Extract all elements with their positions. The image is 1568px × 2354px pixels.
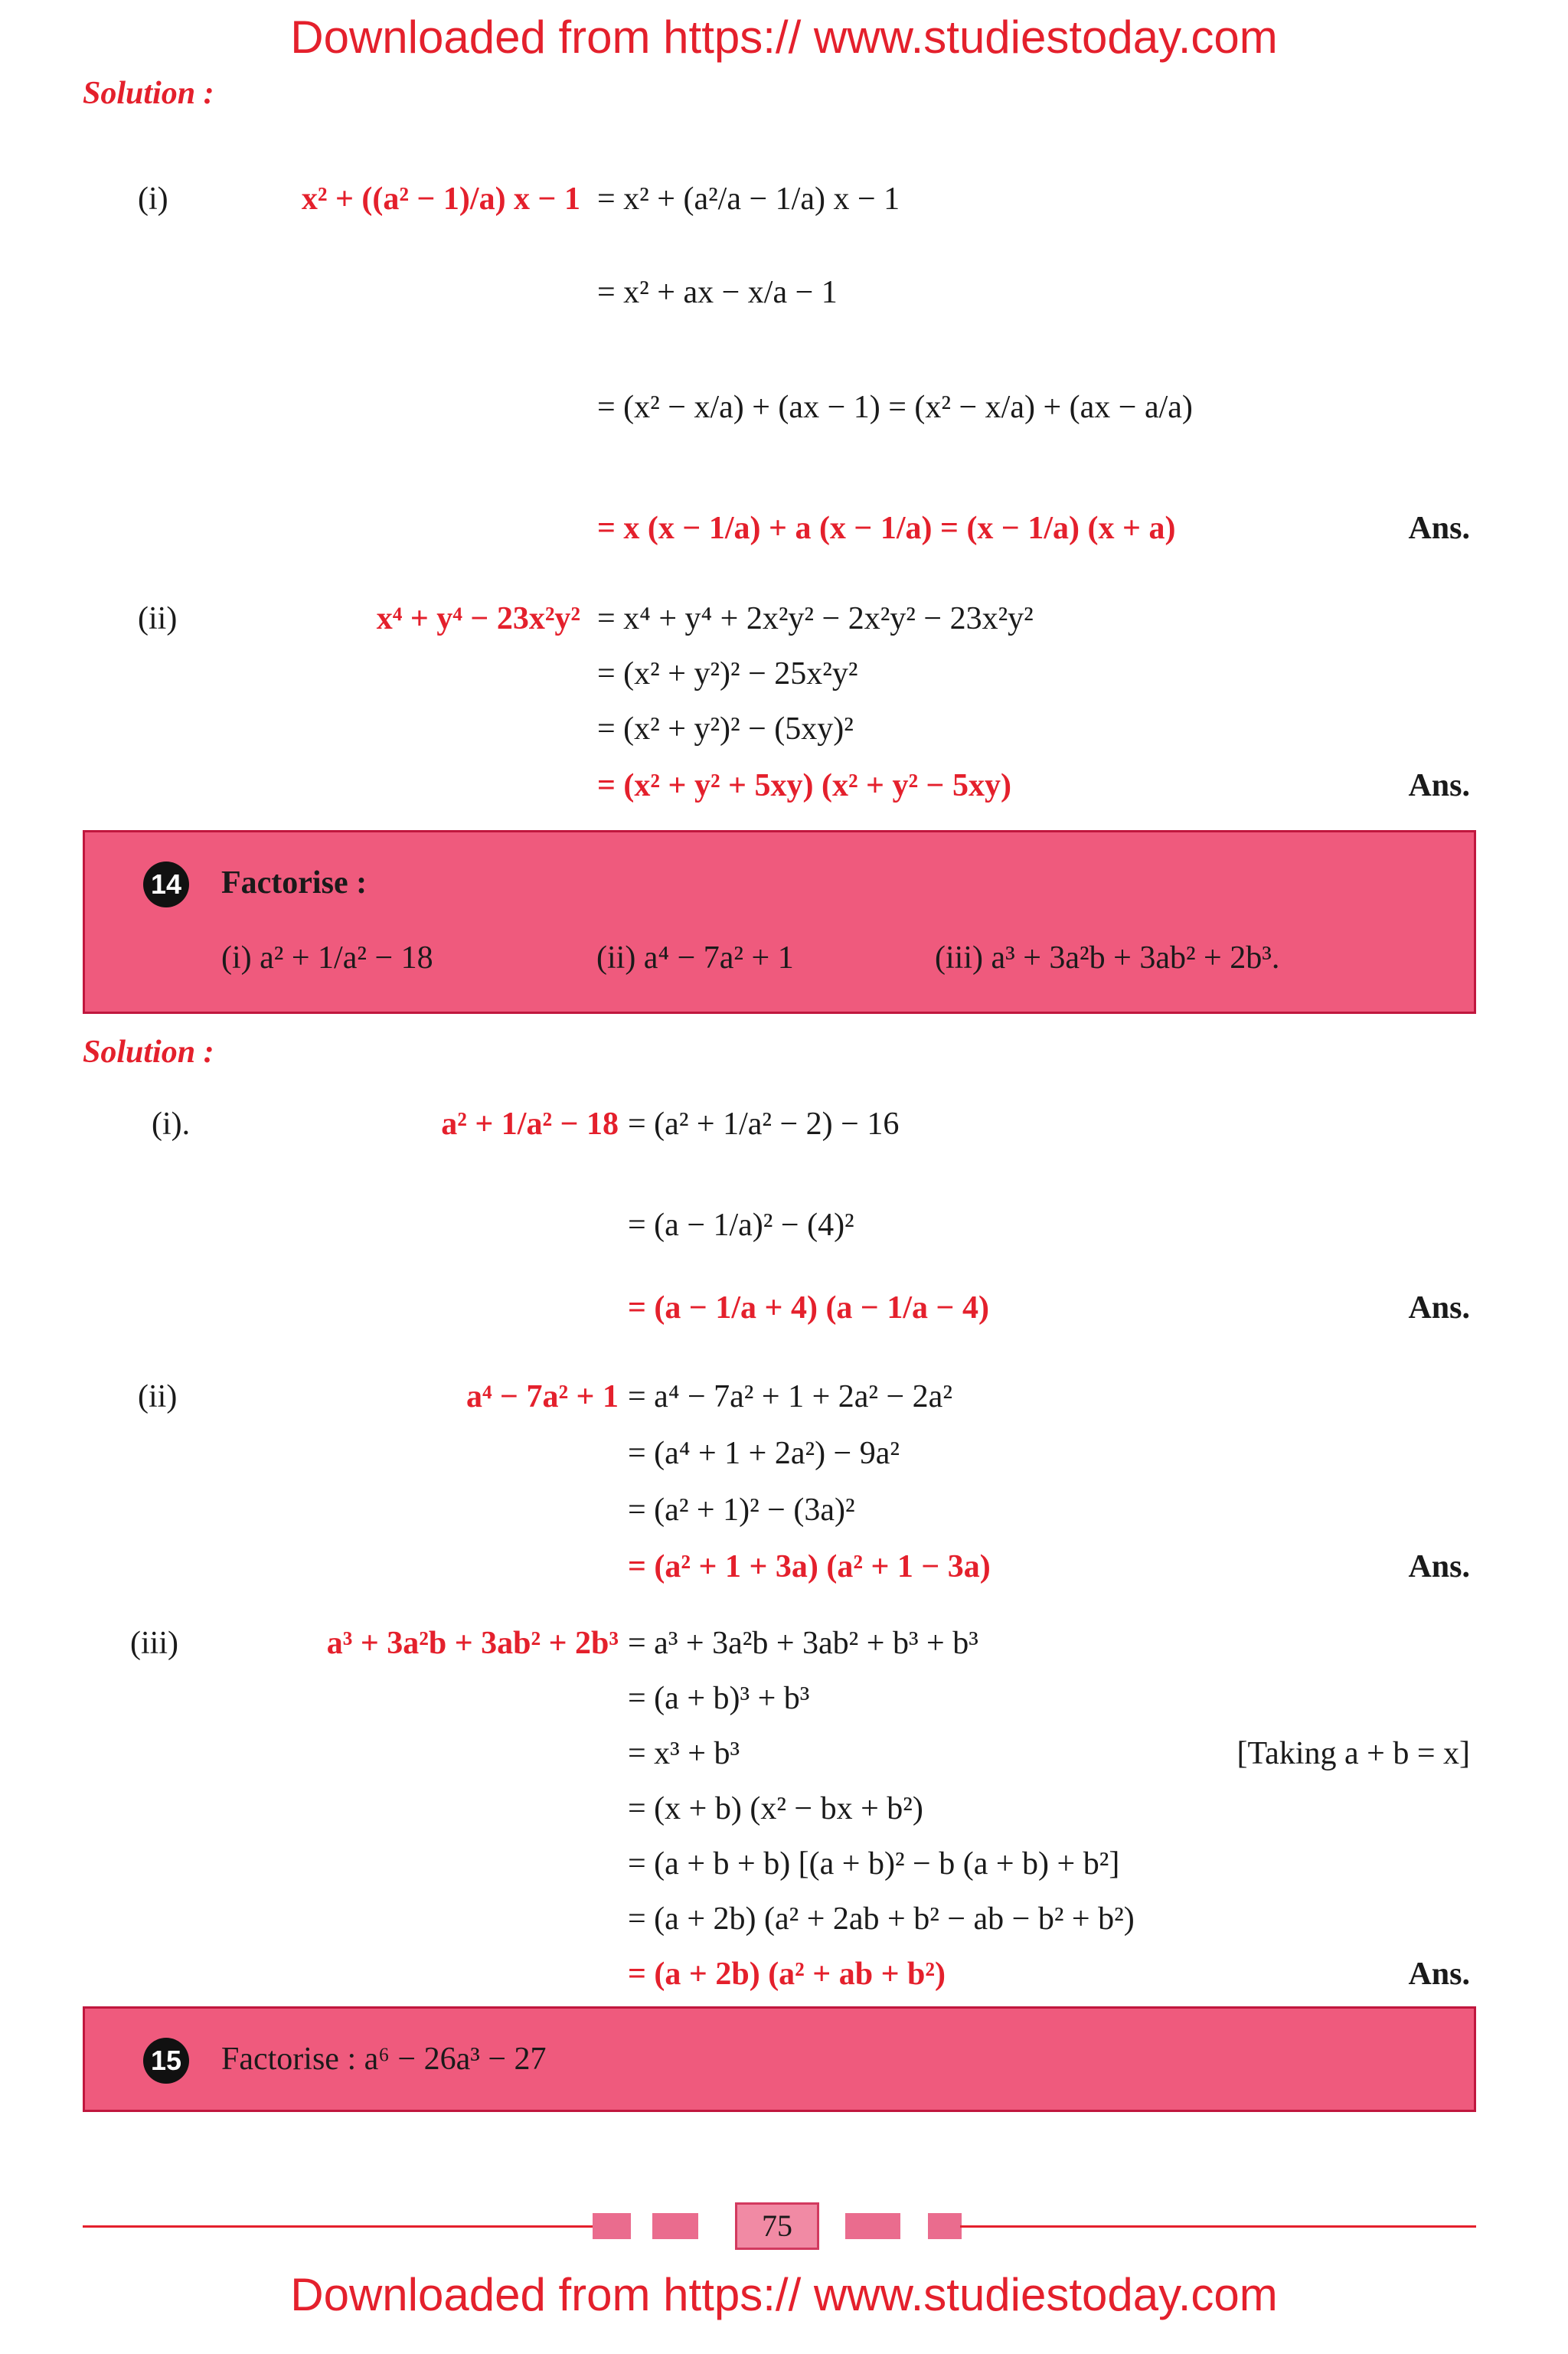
answer-marker: Ans. (1408, 768, 1470, 803)
answer-marker: Ans. (1408, 511, 1470, 546)
answer-marker: Ans. (1408, 1957, 1470, 1992)
question-number-badge: 14 (143, 861, 189, 907)
question-part: (iii) a³ + 3a²b + 3ab² + 2b³. (935, 940, 1280, 976)
footer-decor-block (845, 2213, 900, 2239)
footer-rule-right (960, 2225, 1476, 2228)
answer-marker: Ans. (1408, 1549, 1470, 1584)
solution-heading: Solution : (83, 1035, 214, 1070)
step-line: = (x² + y²)² − 25x²y² (597, 656, 858, 691)
step-line: = (a² + 1/a² − 2) − 16 (628, 1107, 900, 1142)
step-line-result: = (a + 2b) (a² + ab + b²) (628, 1957, 946, 1992)
step-line: = (x + b) (x² − bx + b²) (628, 1791, 923, 1826)
expression-lhs: a⁴ − 7a² + 1 (466, 1379, 619, 1414)
step-line: = (x² + y²)² − (5xy)² (597, 711, 854, 747)
step-line: = (a² + 1)² − (3a)² (628, 1493, 855, 1528)
step-line-result: = x (x − 1/a) + a (x − 1/a) = (x − 1/a) (x + a) (597, 511, 1176, 546)
step-line-result: = (a − 1/a + 4) (a − 1/a − 4) (628, 1290, 989, 1326)
step-line: = a³ + 3a²b + 3ab² + b³ + b³ (628, 1626, 978, 1661)
footer-decor-block (593, 2213, 631, 2239)
question-text: Factorise : a⁶ − 26a³ − 27 (221, 2042, 547, 2077)
part-label-i: (i). (152, 1107, 191, 1142)
step-line: = (x² − x/a) + (ax − 1) = (x² − x/a) + (ax − a/a) (597, 390, 1193, 425)
solution-heading: Solution : (83, 76, 214, 111)
part-label-ii: (ii) (138, 601, 178, 636)
step-line: = x² + ax − x/a − 1 (597, 275, 838, 310)
page-number: 75 (735, 2202, 819, 2250)
part-label-i: (i) (138, 181, 168, 217)
substitution-note: [Taking a + b = x] (1236, 1736, 1470, 1771)
step-line-result: = (a² + 1 + 3a) (a² + 1 − 3a) (628, 1549, 991, 1584)
part-label-iii: (iii) (130, 1626, 178, 1661)
question-number-badge: 15 (143, 2038, 189, 2084)
step-line: = (a + b + b) [(a + b)² − b (a + b) + b²] (628, 1846, 1120, 1882)
step-line-result: = (x² + y² + 5xy) (x² + y² − 5xy) (597, 768, 1011, 803)
step-line: = (a⁴ + 1 + 2a²) − 9a² (628, 1436, 900, 1471)
footer-rule-left (83, 2225, 597, 2228)
step-line: = (a + b)³ + b³ (628, 1681, 810, 1716)
step-line: = (a + 2b) (a² + 2ab + b² − ab − b² + b²) (628, 1901, 1135, 1937)
step-line: = x⁴ + y⁴ + 2x²y² − 2x²y² − 23x²y² (597, 601, 1034, 636)
expression-lhs: x⁴ + y⁴ − 23x²y² (376, 601, 580, 636)
part-label-ii: (ii) (138, 1379, 178, 1414)
question-box-14 (83, 830, 1476, 1014)
download-banner-bottom: Downloaded from https:// www.studiestoday.com (290, 2269, 1278, 2320)
question-title: Factorise : (221, 865, 368, 901)
expression-lhs: x² + ((a² − 1)/a) x − 1 (301, 181, 580, 217)
question-part: (i) a² + 1/a² − 18 (221, 940, 433, 976)
step-line: = a⁴ − 7a² + 1 + 2a² − 2a² (628, 1379, 952, 1414)
question-box-15 (83, 2006, 1476, 2112)
expression-lhs: a³ + 3a²b + 3ab² + 2b³ (326, 1626, 619, 1661)
question-part: (ii) a⁴ − 7a² + 1 (596, 940, 794, 976)
download-banner-top: Downloaded from https:// www.studiestoday.com (290, 11, 1278, 63)
step-line: = x² + (a²/a − 1/a) x − 1 (597, 181, 900, 217)
expression-lhs: a² + 1/a² − 18 (441, 1107, 619, 1142)
footer-decor-block (928, 2213, 962, 2239)
step-line: = x³ + b³ (628, 1736, 740, 1771)
footer-decor-block (652, 2213, 698, 2239)
answer-marker: Ans. (1408, 1290, 1470, 1326)
step-line: = (a − 1/a)² − (4)² (628, 1208, 854, 1243)
